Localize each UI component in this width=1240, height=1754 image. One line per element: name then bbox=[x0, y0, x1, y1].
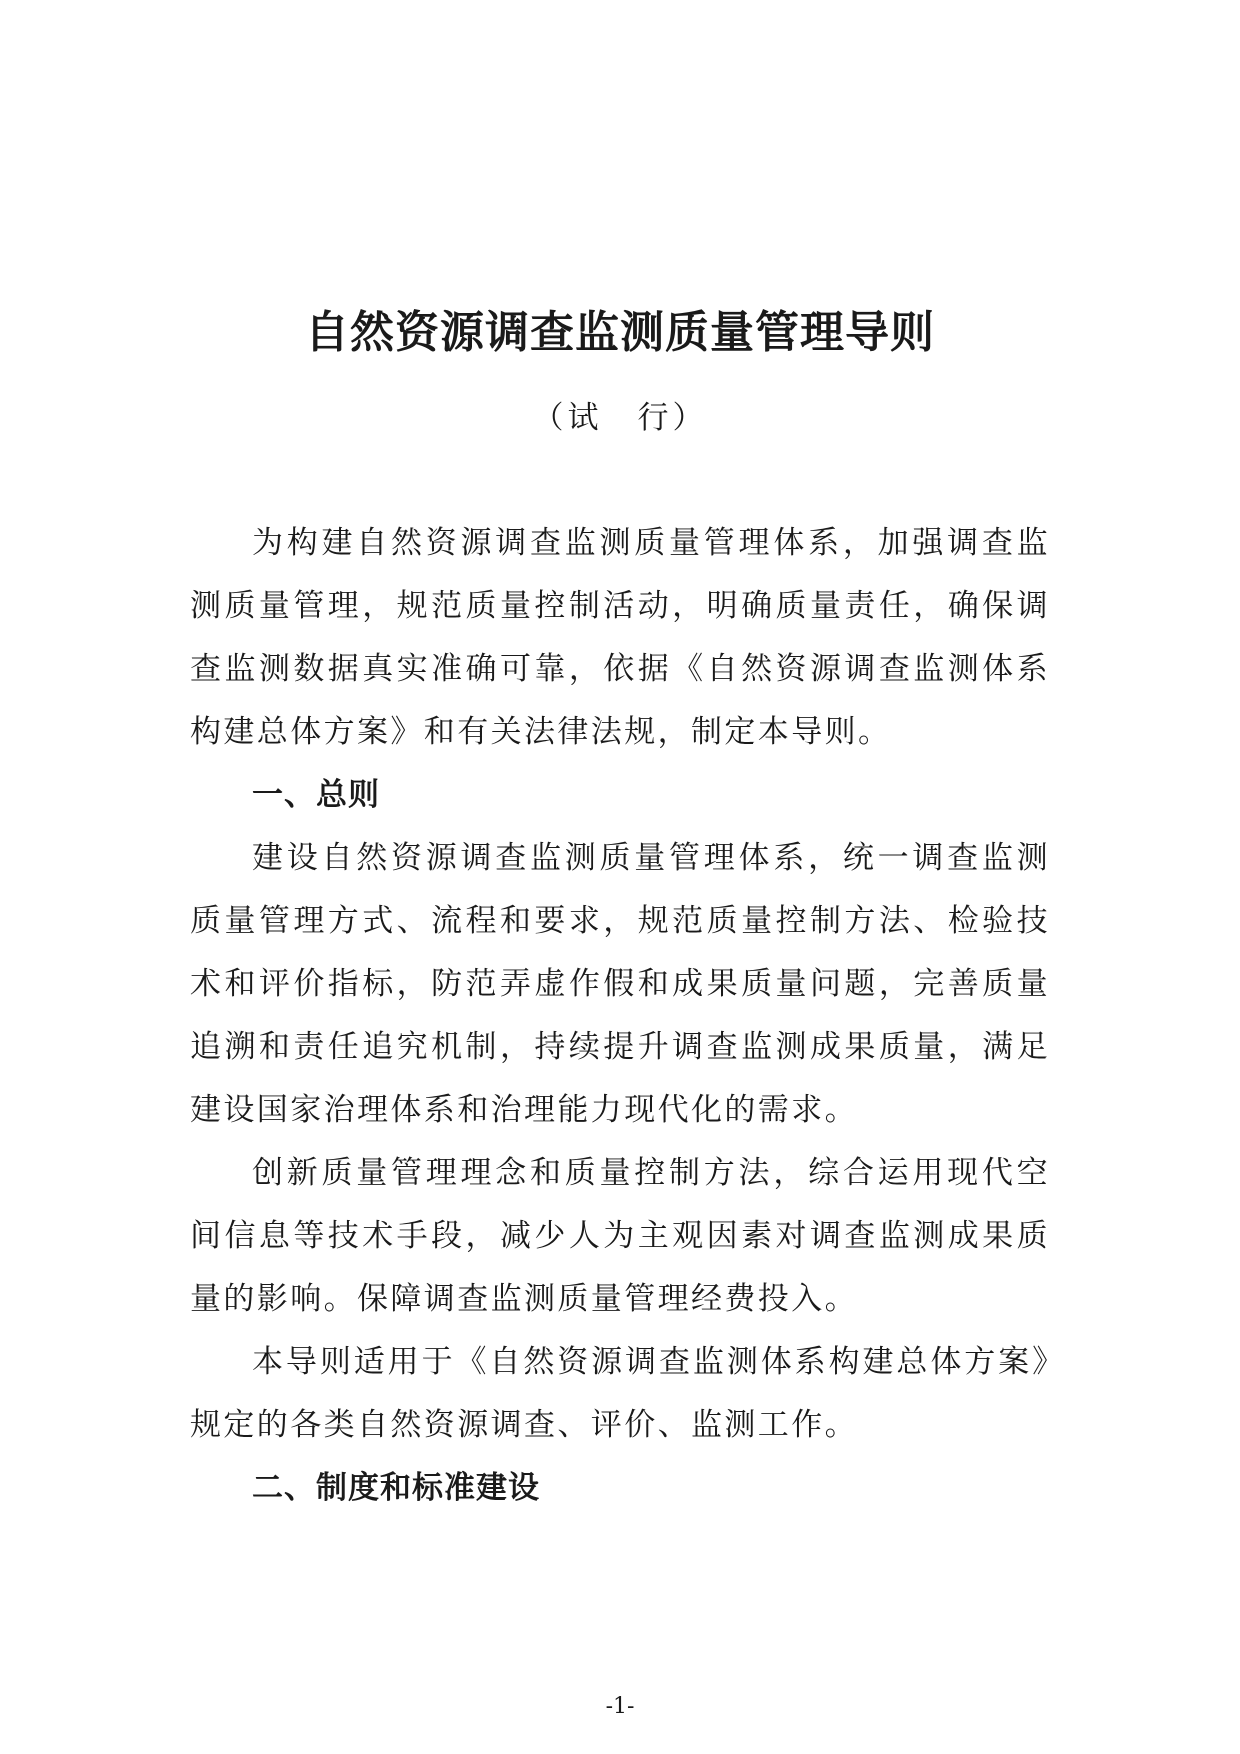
paragraph-general-3: 本导则适用于《自然资源调查监测体系构建总体方案》规定的各类自然资源调查、评价、监测工作。 bbox=[190, 1344, 1050, 1443]
paragraph-general-2: 创新质量管理理念和质量控制方法，综合运用现代空间信息等技术手段，减少人为主观因素对调查监测成果质量的影响。保障调查监测质量管理经费投入。 bbox=[190, 1155, 1050, 1317]
document-title: 自然资源调查监测质量管理导则 bbox=[305, 307, 935, 358]
document-body bbox=[190, 512, 1050, 1520]
document-subtitle: （试 行） bbox=[532, 400, 708, 436]
section-heading-general: 一、总则 bbox=[252, 777, 380, 813]
section-heading-standards: 二、制度和标准建设 bbox=[252, 1470, 540, 1506]
paragraph-general-1: 建设自然资源调查监测质量管理体系，统一调查监测质量管理方式、流程和要求，规范质量控制方法、检验技术和评价指标，防范弄虚作假和成果质量问题，完善质量追溯和责任追究机制，持续提升调查监测成果质量，满足建设国家治理体系和治理能力现代化的需求。 bbox=[190, 840, 1050, 1128]
page-number: -1- bbox=[605, 1694, 635, 1719]
paragraph-intro: 为构建自然资源调查监测质量管理体系，加强调查监测质量管理，规范质量控制活动，明确质量责任，确保调查监测数据真实准确可靠，依据《自然资源调查监测体系构建总体方案》和有关法律法规，制定本导则。 bbox=[190, 525, 1050, 750]
